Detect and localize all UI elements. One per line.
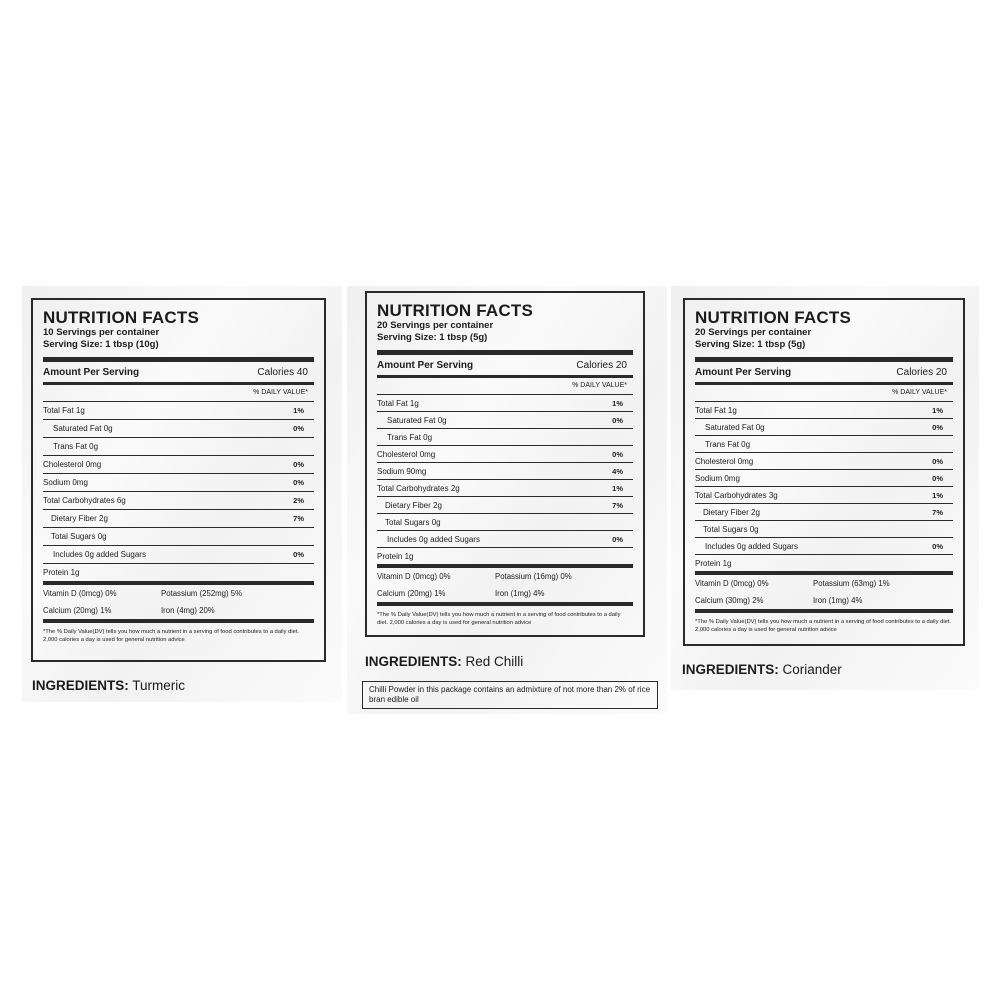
ingredients-value: Red Chilli bbox=[461, 654, 524, 669]
nutrient-row bbox=[377, 411, 633, 428]
nutrient-row bbox=[695, 537, 953, 554]
nutrient-label: Trans Fat 0g bbox=[705, 439, 751, 449]
nutrition-label bbox=[31, 298, 326, 662]
nutrient-label: Dietary Fiber 2g bbox=[385, 500, 442, 510]
nutrient-row bbox=[695, 503, 953, 520]
daily-value-footnote: *The % Daily Value(DV) tells you how much a nutrient in a serving of food contributes to a daily diet. 2,000 calories a day is used for general nutrition advice bbox=[695, 609, 953, 634]
servings-per-container: 20 Servings per container bbox=[377, 320, 494, 331]
vitamins-block bbox=[695, 571, 953, 609]
nutrient-percent: 0% bbox=[612, 415, 623, 425]
admixture-note: Chilli Powder in this package contains an admixture of not more than 2% of rice bran edible oil bbox=[362, 681, 658, 709]
nutrient-row bbox=[43, 437, 314, 455]
nutrient-row bbox=[377, 462, 633, 479]
iron: Iron (4mg) 20% bbox=[161, 606, 215, 615]
servings-per-container: 20 Servings per container bbox=[695, 327, 812, 338]
nutrient-label: Cholesterol 0mg bbox=[43, 460, 102, 469]
nutrient-percent: 0% bbox=[612, 449, 623, 459]
serving-size: Serving Size: 1 tbsp (5g) bbox=[695, 339, 806, 350]
nutrient-row bbox=[43, 545, 314, 563]
daily-value-header: % DAILY VALUE* bbox=[695, 382, 953, 401]
calcium: Calcium (20mg) 1% bbox=[377, 589, 446, 598]
nutrient-row bbox=[695, 418, 953, 435]
potassium: Potassium (16mg) 0% bbox=[495, 572, 572, 581]
nutrient-percent: 1% bbox=[612, 398, 623, 408]
nutrient-label: Total Fat 1g bbox=[43, 406, 85, 415]
nutrient-row bbox=[377, 530, 633, 547]
calories: Calories 20 bbox=[576, 359, 627, 371]
nutrient-percent: 1% bbox=[932, 405, 943, 415]
vitamins-block bbox=[377, 564, 633, 602]
vitamin-d: Vitamin D (0mcg) 0% bbox=[43, 589, 117, 598]
iron: Iron (1mg) 4% bbox=[495, 589, 545, 598]
nutrient-label: Trans Fat 0g bbox=[387, 432, 433, 442]
nutrient-label: Includes 0g added Sugars bbox=[53, 550, 146, 559]
nutrient-percent: 4% bbox=[612, 466, 623, 476]
nutrient-label: Protein 1g bbox=[695, 558, 732, 568]
potassium: Potassium (63mg) 1% bbox=[813, 579, 890, 588]
nutrient-label: Sodium 0mg bbox=[43, 478, 88, 487]
label-title: NUTRITION FACTS bbox=[43, 308, 199, 327]
nutrient-row bbox=[43, 527, 314, 545]
nutrient-row bbox=[43, 473, 314, 491]
amount-per-serving-row bbox=[377, 355, 633, 375]
ingredients-label: INGREDIENTS: bbox=[682, 662, 779, 677]
daily-value-footnote: *The % Daily Value(DV) tells you how much a nutrient in a serving of food contributes to a daily diet. 2,000 calories a day is used for general nutrition advice bbox=[43, 619, 314, 644]
nutrient-row bbox=[377, 547, 633, 564]
calcium: Calcium (30mg) 2% bbox=[695, 596, 764, 605]
nutrient-row bbox=[43, 491, 314, 509]
nutrient-percent: 0% bbox=[932, 422, 943, 432]
amount-per-serving-label: Amount Per Serving bbox=[43, 366, 140, 378]
nutrient-label: Saturated Fat 0g bbox=[387, 415, 447, 425]
nutrient-label: Protein 1g bbox=[43, 568, 80, 577]
nutrient-label: Total Carbohydrates 3g bbox=[695, 490, 778, 500]
nutrient-percent: 1% bbox=[932, 490, 943, 500]
nutrient-row bbox=[377, 479, 633, 496]
nutrient-label: Total Sugars 0g bbox=[385, 517, 441, 527]
nutrient-row bbox=[695, 469, 953, 486]
nutrient-percent: 7% bbox=[932, 507, 943, 517]
nutrient-label: Cholesterol 0mg bbox=[377, 449, 436, 459]
servings-per-container: 10 Servings per container bbox=[43, 327, 160, 338]
nutrient-row bbox=[695, 520, 953, 537]
nutrient-label: Dietary Fiber 2g bbox=[703, 507, 760, 517]
nutrition-label bbox=[683, 298, 965, 646]
nutrient-percent: 0% bbox=[612, 534, 623, 544]
nutrient-label: Dietary Fiber 2g bbox=[51, 514, 108, 523]
ingredients-line bbox=[682, 662, 842, 677]
potassium: Potassium (252mg) 5% bbox=[161, 589, 243, 598]
nutrient-label: Total Sugars 0g bbox=[51, 532, 107, 541]
nutrient-percent: 0% bbox=[293, 460, 304, 469]
calcium: Calcium (20mg) 1% bbox=[43, 606, 112, 615]
nutrient-label: Saturated Fat 0g bbox=[705, 422, 765, 432]
nutrient-label: Total Sugars 0g bbox=[703, 524, 759, 534]
nutrient-row bbox=[695, 435, 953, 452]
nutrient-percent: 2% bbox=[293, 496, 304, 505]
nutrient-row bbox=[377, 496, 633, 513]
nutrient-row bbox=[43, 563, 314, 581]
nutrition-label bbox=[365, 291, 645, 637]
ingredients-line bbox=[365, 654, 523, 669]
calories: Calories 20 bbox=[896, 366, 947, 378]
ingredients-value: Turmeric bbox=[128, 678, 186, 693]
nutrient-percent: 7% bbox=[612, 500, 623, 510]
daily-value-header: % DAILY VALUE* bbox=[377, 375, 633, 394]
nutrient-label: Sodium 0mg bbox=[695, 473, 740, 483]
nutrient-row bbox=[43, 455, 314, 473]
nutrient-label: Total Fat 1g bbox=[695, 405, 737, 415]
nutrient-label: Total Carbohydrates 2g bbox=[377, 483, 460, 493]
ingredients-label: INGREDIENTS: bbox=[365, 654, 462, 669]
nutrient-percent: 0% bbox=[293, 478, 304, 487]
amount-per-serving-label: Amount Per Serving bbox=[695, 366, 792, 378]
nutrient-label: Cholesterol 0mg bbox=[695, 456, 754, 466]
nutrient-percent: 1% bbox=[612, 483, 623, 493]
nutrient-row bbox=[695, 486, 953, 503]
nutrient-percent: 0% bbox=[293, 550, 304, 559]
ingredients-value: Coriander bbox=[778, 662, 842, 677]
vitamin-d: Vitamin D (0mcg) 0% bbox=[695, 579, 769, 588]
nutrient-label: Saturated Fat 0g bbox=[53, 424, 113, 433]
daily-value-footnote: *The % Daily Value(DV) tells you how much a nutrient in a serving of food contributes to a daily diet. 2,000 calories a day is used for general nutrition advice bbox=[377, 602, 633, 627]
nutrient-percent: 0% bbox=[932, 456, 943, 466]
amount-per-serving-row bbox=[43, 362, 314, 382]
nutrient-label: Protein 1g bbox=[377, 551, 414, 561]
ingredients-label: INGREDIENTS: bbox=[32, 678, 129, 693]
amount-per-serving-label: Amount Per Serving bbox=[377, 359, 474, 371]
nutrient-label: Sodium 90mg bbox=[377, 466, 427, 476]
vitamin-d: Vitamin D (0mcg) 0% bbox=[377, 572, 451, 581]
nutrient-row bbox=[377, 394, 633, 411]
nutrient-label: Total Carbohydrates 6g bbox=[43, 496, 126, 505]
nutrient-label: Includes 0g added Sugars bbox=[387, 534, 480, 544]
nutrient-percent: 7% bbox=[293, 514, 304, 523]
nutrient-row bbox=[377, 513, 633, 530]
serving-size: Serving Size: 1 tbsp (5g) bbox=[377, 332, 488, 343]
nutrient-label: Includes 0g added Sugars bbox=[705, 541, 798, 551]
nutrient-row bbox=[43, 509, 314, 527]
daily-value-header: % DAILY VALUE* bbox=[43, 382, 314, 401]
nutrient-row bbox=[695, 554, 953, 571]
nutrient-row bbox=[43, 401, 314, 419]
nutrient-row bbox=[43, 419, 314, 437]
label-title: NUTRITION FACTS bbox=[377, 301, 533, 320]
nutrient-row bbox=[377, 428, 633, 445]
vitamins-block bbox=[43, 581, 314, 619]
nutrient-percent: 1% bbox=[293, 406, 304, 415]
amount-per-serving-row bbox=[695, 362, 953, 382]
serving-size: Serving Size: 1 tbsp (10g) bbox=[43, 339, 159, 350]
nutrient-percent: 0% bbox=[293, 424, 304, 433]
iron: Iron (1mg) 4% bbox=[813, 596, 863, 605]
ingredients-line bbox=[32, 678, 185, 693]
label-title: NUTRITION FACTS bbox=[695, 308, 851, 327]
nutrient-label: Total Fat 1g bbox=[377, 398, 419, 408]
calories: Calories 40 bbox=[257, 366, 308, 378]
nutrient-label: Trans Fat 0g bbox=[53, 442, 99, 451]
nutrient-row bbox=[695, 401, 953, 418]
nutrient-percent: 0% bbox=[932, 473, 943, 483]
nutrient-row bbox=[695, 452, 953, 469]
nutrient-row bbox=[377, 445, 633, 462]
nutrient-percent: 0% bbox=[932, 541, 943, 551]
